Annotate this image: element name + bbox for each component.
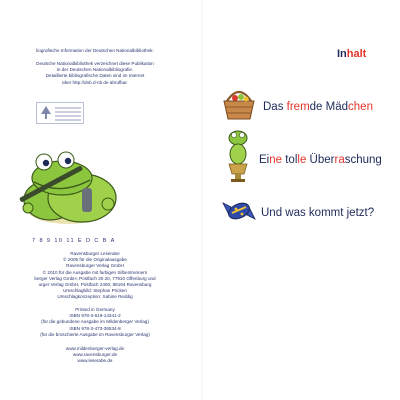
contents-page [205,0,400,400]
printing-line: (für die broschierte Ausgabe im Ravensburger Verlag) [40,331,150,337]
imprint-line: Umschlagkonzeption: Sabine Reddig [57,294,133,300]
chapter-title: Eine tolle Überraschung [259,154,382,166]
cip-notice [0,48,190,54]
fsc-logo [36,102,84,124]
cip-line: über http://dnb.d-nb.de abrufbar. [62,79,128,85]
printing-block [0,307,190,338]
imprint-line: © 2010 für die Ausgabe mit farbigen Silbentrennern [42,269,148,275]
toc-item-chapter-2[interactable] [205,128,400,172]
toc-title-syllable: In [337,48,347,60]
imprint-block [0,251,190,301]
toc-item-chapter-3[interactable] [205,193,400,237]
website-line: www.ravensburger.de [72,352,118,358]
website-line: www.mildenberger-verlag.de [65,346,125,351]
tree-icon [40,106,52,120]
frog-illustration [10,148,125,228]
printing-line: Printed in Germany [75,307,115,312]
cip-notice-body [0,61,190,86]
cip-line: liografische Information der Deutschen Nationalbibliothek: [36,48,154,53]
wrapped-candy-icon [221,193,257,229]
printing-line: ISBN 978-3-619-14341-2 [69,313,121,319]
imprint-line: © 2005 für die Originalausgabe [63,257,127,263]
imprint-line: Ravensburger Verlag GmbH [66,263,124,269]
toc-title [337,48,366,60]
toc-item-chapter-1[interactable] [205,83,400,127]
toc-title-syllable: halt [346,48,367,60]
imprint-line: Ravensburger Leserabe [70,251,120,256]
cip-line: Deutsche Nationalbibliothek verzeichnet diese Publikation [36,61,154,66]
website-line: www.leserabe.de [77,358,113,364]
print-run-numbers: 7 8 9 10 11 E D C B A [32,238,116,244]
imprint-line: urger Verlag GmbH, Postfach 2460, 88194 Ravensburg [38,282,152,288]
basket-girl-icon [221,83,257,123]
chapter-title: Und was kommt jetzt? [261,207,375,219]
cip-line: Detaillierte bibliografische Daten sind im Internet [45,73,145,79]
fsc-text-lines [55,107,81,123]
imprint-line: Umschlagbild: Stephan Pricken [63,288,127,294]
chapter-title: Das fremde Mädchen [263,101,373,113]
website-block [0,346,190,365]
printing-line: ISBN 978-3-473-36534-8 [69,325,121,331]
printing-line: (für die gebundene Ausgabe im Mildenberger Verlag) [41,319,149,325]
page-fold [201,0,203,400]
frog-trophy-icon [221,128,255,184]
imprint-line: berger Verlag GmbH, Postfach 20 20, 77910 Offenburg und [34,275,156,281]
cip-line: in der Deutschen Nationalbibliografie. [56,67,134,73]
